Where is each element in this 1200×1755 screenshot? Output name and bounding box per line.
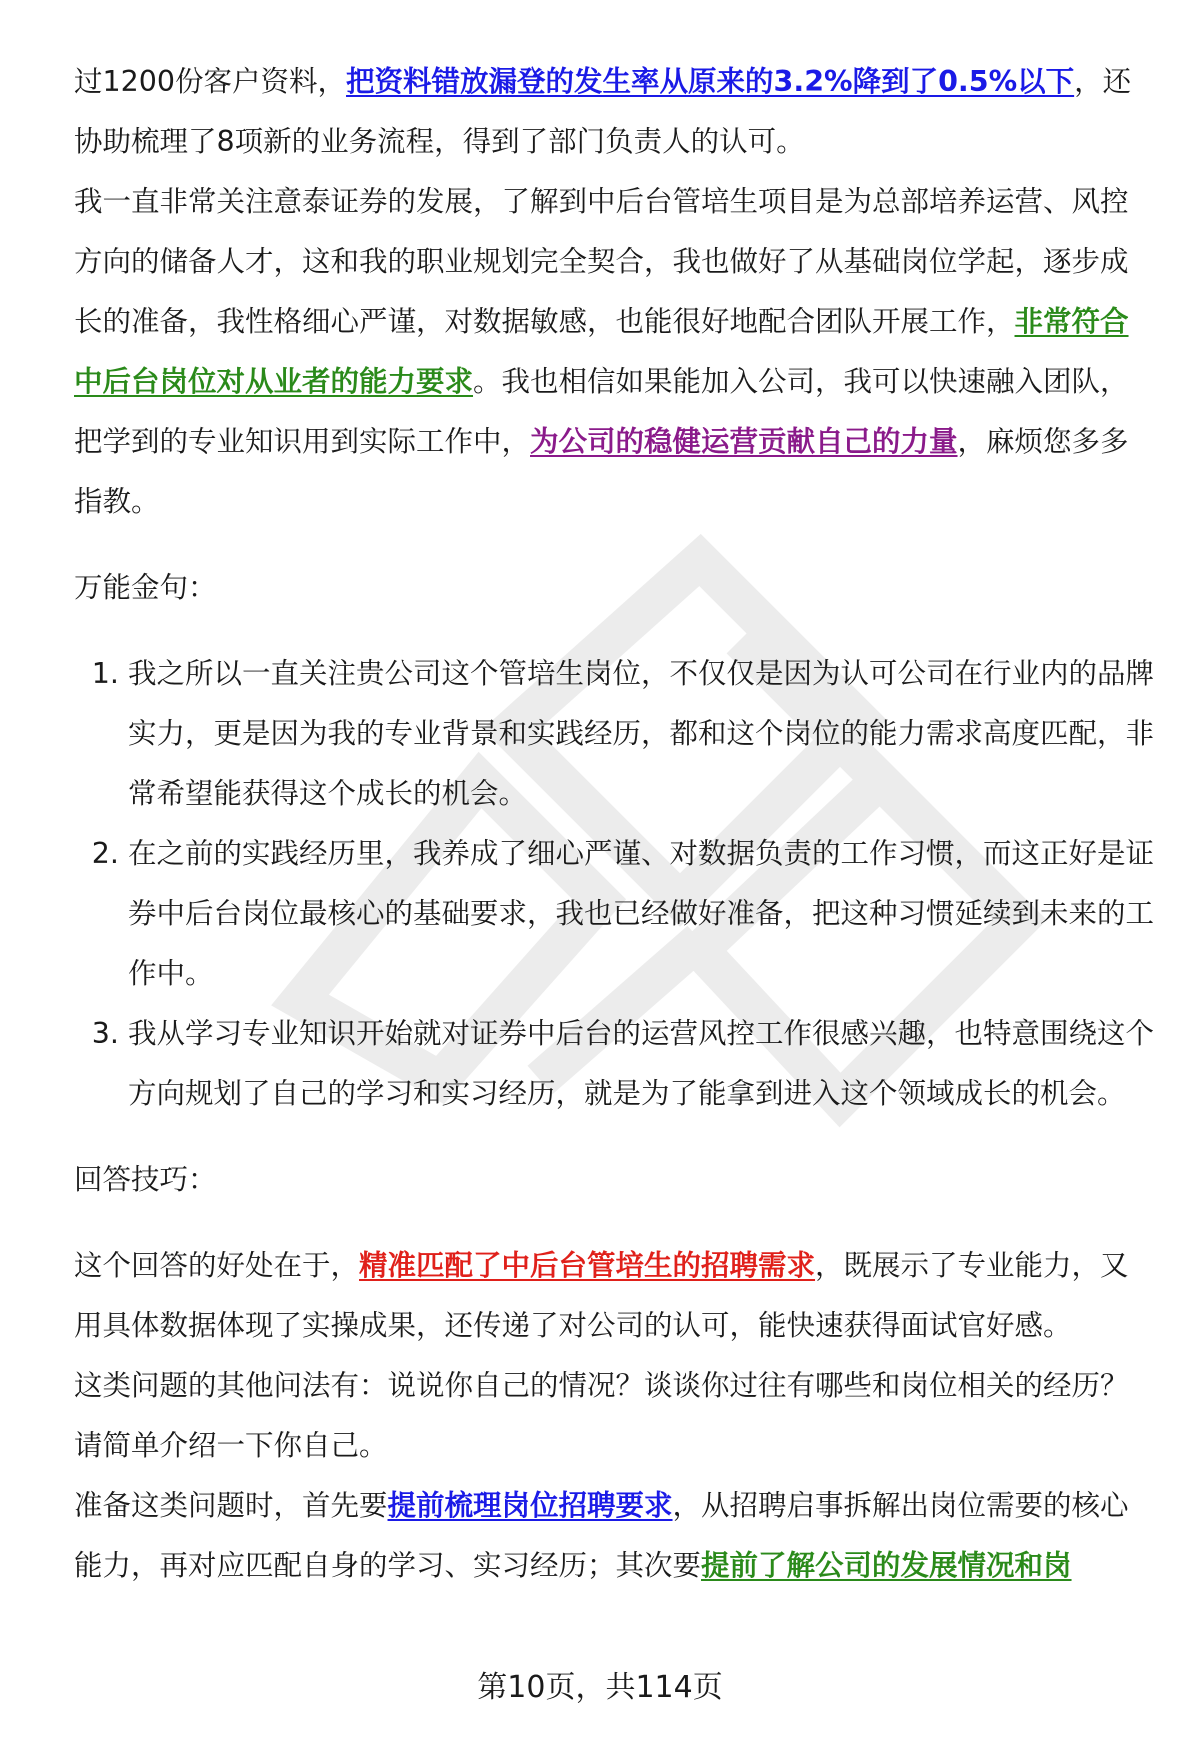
- paragraph-motivation: [74, 172, 1154, 532]
- paragraph-tips: [74, 1236, 1154, 1356]
- text-span: ，还协助梳理了8项新的业务流程，得到了部门负责人的认可。: [74, 65, 1132, 158]
- text-span: 过1200份客户资料，: [74, 65, 347, 98]
- list-item: 2. 在之前的实践经历里，我养成了细心严谨、对数据负责的工作习惯，而这正好是证券中后台岗位最核心的基础要求，我也已经做好准备，把这种习惯延续到未来的工作中。: [128, 824, 1154, 1004]
- paragraph-preparation: [74, 1476, 1154, 1596]
- text-span: 我一直非常关注意泰证券的发展，了解到中后台管培生项目是为总部培养运营、风控方向的储备人才，这和我的职业规划完全契合，我也做好了从基础岗位学起，逐步成长的准备，我性格细心严谨，对数据敏感，也能很好地配合团队开展工作，: [74, 185, 1129, 338]
- list-item: 3. 我从学习专业知识开始就对证券中后台的运营风控工作很感兴趣，也特意围绕这个方向规划了自己的学习和实习经历，就是为了能拿到进入这个领域成长的机会。: [128, 1004, 1154, 1124]
- highlight-blue: 提前梳理岗位招聘要求: [387, 1489, 673, 1522]
- golden-sentences-list: [74, 644, 1154, 1124]
- text-span: ，既展示了专业能力，又用具体数据体现了实操成果，还传递了对公司的认可，能快速获得面试官好感。: [74, 1249, 1129, 1342]
- paragraph-experience: [74, 52, 1154, 172]
- highlight-red: 精准匹配了中后台管培生的招聘需求: [359, 1249, 816, 1282]
- text-span: ，从招聘启事拆解出岗位需要的核心能力，再对应匹配自身的学习、实习经历；其次要: [74, 1489, 1129, 1582]
- highlight-blue: 把资料错放漏登的发生率从原来的3.2%降到了0.5%以下: [346, 65, 1075, 98]
- paragraph-alternatives: 这类问题的其他问法有：说说你自己的情况？谈谈你过往有哪些和岗位相关的经历？请简单介绍一下你自己。: [74, 1369, 1129, 1462]
- text-span: 准备这类问题时，首先要: [74, 1489, 388, 1522]
- highlight-purple: 为公司的稳健运营贡献自己的力量: [530, 425, 958, 458]
- text-span: ，麻烦您多多指教。: [74, 425, 1129, 518]
- section-title-answer-tips: 回答技巧：: [74, 1163, 217, 1196]
- document-body: [74, 52, 1154, 1596]
- highlight-green: 提前了解公司的发展情况和岗: [701, 1549, 1072, 1582]
- page-footer: 第10页，共114页: [477, 1670, 723, 1705]
- list-item: 1. 我之所以一直关注贵公司这个管培生岗位，不仅仅是因为认可公司在行业内的品牌实力，更是因为我的专业背景和实践经历，都和这个岗位的能力需求高度匹配，非常希望能获得这个成长的机会。: [128, 644, 1154, 824]
- text-span: 这个回答的好处在于，: [74, 1249, 360, 1282]
- highlight-green: 非常符合中后台岗位对从业者的能力要求: [74, 305, 1129, 398]
- text-span: 。我也相信如果能加入公司，我可以快速融入团队，把学到的专业知识用到实际工作中，: [74, 365, 1129, 458]
- section-title-golden-sentences: 万能金句：: [74, 571, 217, 604]
